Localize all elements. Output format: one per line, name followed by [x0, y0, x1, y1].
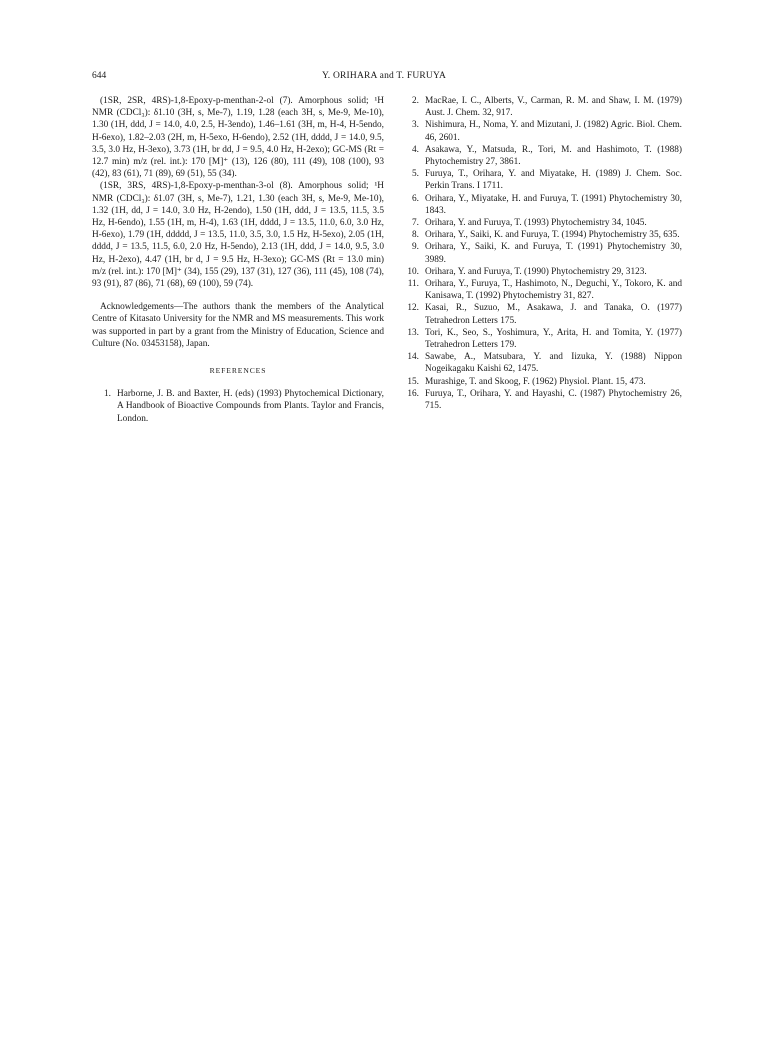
page-header — [0, 71, 768, 85]
reference-item — [400, 229, 682, 241]
right-column — [400, 95, 682, 412]
reference-number: 10. — [407, 266, 419, 277]
reference-text: MacRae, I. C., Alberts, V., Carman, R. M. and Shaw, I. M. (1979) Aust. J. Chem. 32, 917. — [425, 96, 682, 119]
reference-number: 2. — [412, 96, 419, 106]
reference-number: 12. — [407, 303, 419, 314]
reference-text: Nishimura, H., Noma, Y. and Mizutani, J. (1982) Agric. Biol. Chem. 46, 2601. — [425, 120, 682, 143]
reference-number: 7. — [412, 218, 419, 229]
reference-text: Tori, K., Seo, S., Yoshimura, Y., Arita, H. and Tomita, Y. (1977) Tetrahedron Letters 179. — [425, 327, 682, 351]
acknowledgements: Acknowledgements—The authors thank the members of the Analytical Centre of Kitasato University for the NMR and MS measurements. This work was supported in part by a grant from the Ministry of Education, Science and Culture (No. 03453158), Japan. — [92, 302, 384, 349]
reference-item — [92, 388, 384, 425]
reference-item — [400, 95, 682, 119]
reference-item — [400, 388, 682, 412]
reference-item — [400, 351, 682, 375]
reference-item — [400, 168, 682, 192]
compound-8-data: (1SR, 3RS, 4RS)-1,8-Epoxy-p-menthan-3-ol (8). Amorphous solid; ¹H NMR (CDCl₃): δ1.07 (3H, s, Me-7), 1.21, 1.30 (each 3H, s, Me-9, Me-10), 1.32 (1H, dd, J = 14.0, 3.0 Hz, H-2endo), 1.50 (1H, ddd, J = 13.5, 11.5, 3.5 Hz, H-6endo), 1.55 (1H, m, H-4), 1.63 (1H, dddd, J = 13.5, 11.0, 6.0, 3.0 Hz, H-6exo), 1.79 (1H, ddddd, J = 13.5, 11.0, 3.5, 3.0, 1.5 Hz, H-5exo), 2.05 (1H, dddd, J = 13.5, 11.5, 6.0, 2.0 Hz, H-5endo), 2.13 (1H, ddd, J = 14.0, 9.5, 3.0 Hz, H-2exo), 4.47 (1H, br d, J = 9.5 Hz, H-3exo); GC-MS (Rt = 13.0 min) m/z (rel. int.): 170 [M]⁺ (34), 155 (29), 137 (31), 127 (36), 111 (45), 108 (74), 93 (91), 87 (86), 71 (68), 69 (100), 59 (74). — [92, 181, 384, 290]
reference-item — [400, 217, 682, 229]
reference-number: 6. — [412, 193, 419, 204]
reference-text: Orihara, Y., Saiki, K. and Furuya, T. (1991) Phytochemistry 30, 3989. — [425, 242, 682, 265]
reference-number: 15. — [407, 376, 419, 387]
reference-text: Kasai, R., Suzuo, M., Asakawa, J. and Tanaka, O. (1977) Tetrahedron Letters 175. — [425, 303, 682, 326]
reference-number: 11. — [407, 279, 419, 290]
reference-number: 3. — [412, 120, 419, 131]
reference-number: 1. — [104, 389, 111, 400]
reference-text: Orihara, Y., Miyatake, H. and Furuya, T. (1991) Phytochemistry 30, 1843. — [425, 193, 682, 216]
reference-text: Orihara, Y., Saiki, K. and Furuya, T. (1994) Phytochemistry 35, 635. — [425, 230, 680, 241]
reference-number: 4. — [412, 144, 419, 155]
reference-item — [400, 119, 682, 143]
reference-item — [400, 144, 682, 168]
reference-item — [400, 327, 682, 351]
reference-number: 9. — [412, 242, 419, 253]
reference-text: Harborne, J. B. and Baxter, H. (eds) (1993) Phytochemical Dictionary, A Handbook of Bioactive Compounds from Plants. Taylor and Francis, London. — [117, 389, 384, 424]
reference-text: Orihara, Y. and Furuya, T. (1993) Phytochemistry 34, 1045. — [425, 218, 647, 229]
reference-number: 14. — [407, 352, 419, 363]
reference-text: Asakawa, Y., Matsuda, R., Tori, M. and Hashimoto, T. (1988) Phytochemistry 27, 3861. — [425, 144, 682, 168]
reference-number: 16. — [407, 388, 419, 399]
references-heading: REFERENCES — [209, 366, 267, 376]
reference-text: Orihara, Y., Furuya, T., Hashimoto, N., Deguchi, Y., Tokoro, K. and Kanisawa, T. (1992) Phytochemistry 31, 827. — [425, 279, 682, 302]
reference-number: 13. — [407, 327, 419, 338]
page-number: 644 — [92, 71, 107, 81]
reference-text: Sawabe, A., Matsubara, Y. and Iizuka, Y. (1988) Nippon Nogeikagaku Kaishi 62, 1475. — [425, 352, 682, 375]
reference-item — [400, 302, 682, 326]
running-title: Y. ORIHARA and T. FURUYA — [321, 71, 447, 81]
reference-text: Furuya, T., Orihara, Y. and Miyatake, H. (1989) J. Chem. Soc. Perkin Trans. I 1711. — [425, 169, 682, 192]
left-column — [92, 95, 384, 425]
reference-number: 8. — [412, 230, 419, 241]
reference-item — [400, 241, 682, 265]
reference-text: Orihara, Y. and Furuya, T. (1990) Phytochemistry 29, 3123. — [425, 266, 647, 277]
reference-item — [400, 193, 682, 217]
reference-text: Furuya, T., Orihara, Y. and Hayashi, C. (1987) Phytochemistry 26, 715. — [425, 388, 682, 412]
compound-7-data: (1SR, 2SR, 4RS)-1,8-Epoxy-p-menthan-2-ol (7). Amorphous solid; ¹H NMR (CDCl₃): δ1.10 (3H, s, Me-7), 1.19, 1.28 (each 3H, s, Me-9, Me-10), 1.30 (1H, ddd, J = 14.0, 4.0, 2.5, H-3endo), 1.46–1.61 (3H, m, H-4, H-5endo, H-6exo), 1.82–2.03 (2H, m, H-5exo, H-6endo), 2.52 (1H, dddd, J = 14.0, 9.5, 3.5, 3.0 Hz, H-3exo), 3.73 (1H, br dd, J = 9.5, 4.0 Hz, H-2exo); GC-MS (Rt = 12.7 min) m/z (rel. int.): 170 [M]⁺ (13), 126 (80), 111 (49), 108 (100), 93 (42), 83 (61), 71 (89), 69 (51), 55 (34). — [92, 96, 384, 180]
reference-item — [400, 376, 682, 388]
reference-number: 5. — [412, 169, 419, 180]
reference-item — [400, 278, 682, 302]
reference-item — [400, 266, 682, 278]
reference-text: Murashige, T. and Skoog, F. (1962) Physiol. Plant. 15, 473. — [425, 376, 646, 387]
